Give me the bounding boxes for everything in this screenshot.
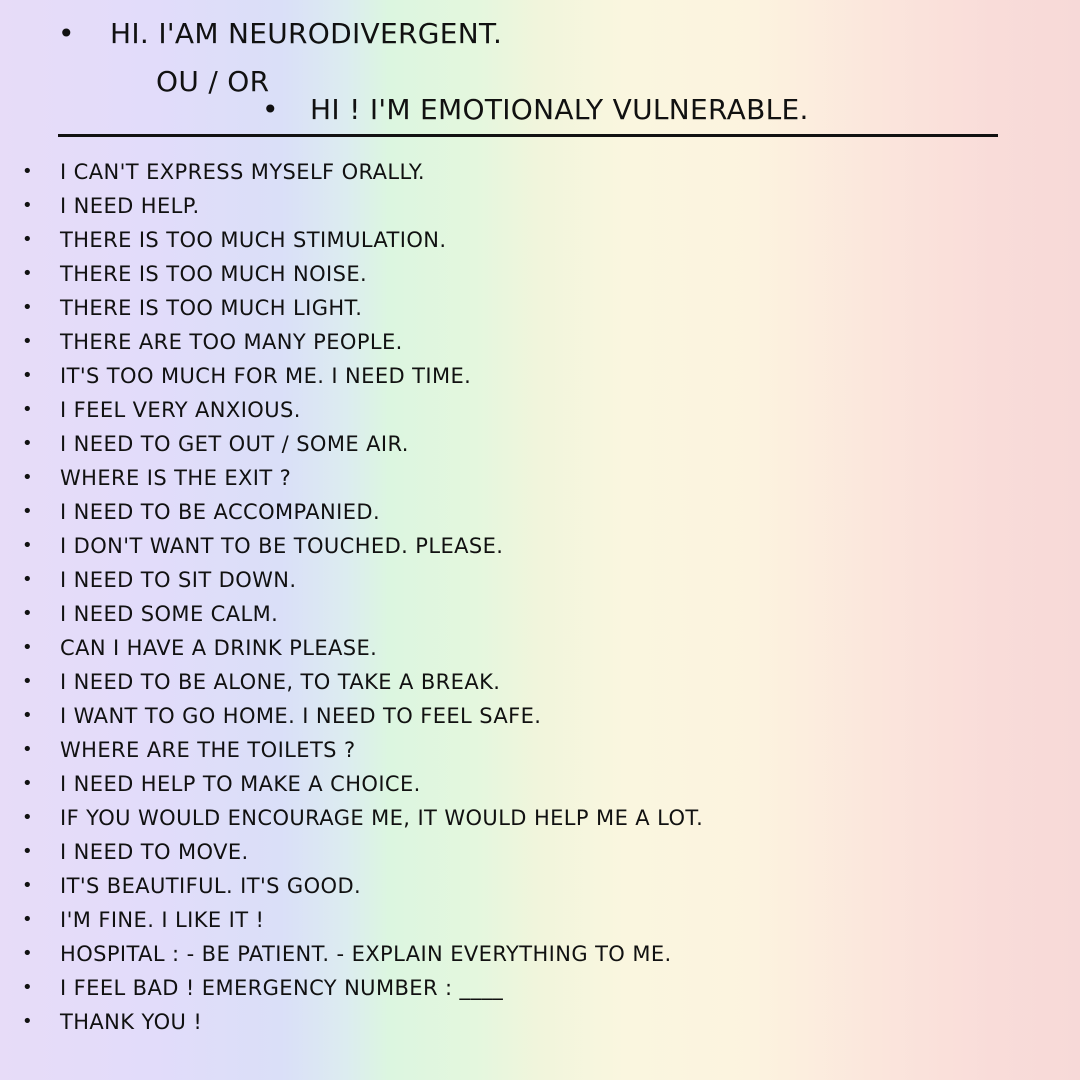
list-item <box>0 699 1080 733</box>
bullet-icon: • <box>22 195 34 216</box>
list-item <box>0 155 1080 189</box>
bullet-icon: • <box>22 807 34 828</box>
list-item-text: I FEEL VERY ANXIOUS. <box>60 398 301 422</box>
list-item <box>0 971 1080 1005</box>
list-item <box>0 733 1080 767</box>
bullet-icon: • <box>22 297 34 318</box>
bullet-icon: • <box>22 977 34 998</box>
list-item <box>0 665 1080 699</box>
list-item-text: I NEED TO BE ALONE, TO TAKE A BREAK. <box>60 670 501 694</box>
header <box>0 0 1080 140</box>
header-line-neurodivergent: HI. I'AM NEURODIVERGENT. <box>110 17 503 50</box>
bullet-icon: • <box>22 433 34 454</box>
bullet-icon: • <box>22 399 34 420</box>
list-item-text: I NEED SOME CALM. <box>60 602 279 626</box>
bullet-icon: • <box>22 229 34 250</box>
bullet-icon: • <box>22 365 34 386</box>
list-item <box>0 189 1080 223</box>
bullet-icon: • <box>22 909 34 930</box>
list-item-text: I NEED HELP TO MAKE A CHOICE. <box>60 772 421 796</box>
list-item-text: I FEEL BAD ! EMERGENCY NUMBER : ____ <box>60 976 504 1000</box>
bullet-icon: • <box>22 739 34 760</box>
list-item <box>0 495 1080 529</box>
list-item <box>0 257 1080 291</box>
list-item-text: THERE ARE TOO MANY PEOPLE. <box>60 330 403 354</box>
list-item-text: I NEED TO BE ACCOMPANIED. <box>60 500 381 524</box>
list-item-text: THERE IS TOO MUCH LIGHT. <box>60 296 363 320</box>
bullet-icon: • <box>22 705 34 726</box>
bullet-icon: • <box>22 569 34 590</box>
list-item <box>0 393 1080 427</box>
list-item-text: HOSPITAL : - BE PATIENT. - EXPLAIN EVERYTHING TO ME. <box>60 942 672 966</box>
list-item-text: I WANT TO GO HOME. I NEED TO FEEL SAFE. <box>60 704 542 728</box>
bullet-icon: • <box>22 331 34 352</box>
list-item-text: IF YOU WOULD ENCOURAGE ME, IT WOULD HELP ME A LOT. <box>60 806 704 830</box>
bullet-icon: • <box>58 17 75 50</box>
bullet-icon: • <box>22 637 34 658</box>
list-item <box>0 597 1080 631</box>
bullet-icon: • <box>22 161 34 182</box>
bullet-icon: • <box>22 773 34 794</box>
bullet-icon: • <box>22 1011 34 1032</box>
bullet-icon: • <box>22 671 34 692</box>
bullet-icon: • <box>262 93 279 126</box>
bullet-icon: • <box>22 467 34 488</box>
list-item <box>0 835 1080 869</box>
header-or-separator: OU / OR <box>156 65 270 98</box>
list-item <box>0 1005 1080 1039</box>
phrase-list <box>0 155 1080 1039</box>
bullet-icon: • <box>22 501 34 522</box>
list-item-text: CAN I HAVE A DRINK PLEASE. <box>60 636 378 660</box>
list-item-text: I'M FINE. I LIKE IT ! <box>60 908 265 932</box>
list-item-text: THERE IS TOO MUCH NOISE. <box>60 262 368 286</box>
list-item <box>0 325 1080 359</box>
header-divider <box>58 134 998 137</box>
list-item-text: THANK YOU ! <box>60 1010 203 1034</box>
bullet-icon: • <box>22 875 34 896</box>
list-item <box>0 869 1080 903</box>
list-item-text: WHERE IS THE EXIT ? <box>60 466 292 490</box>
list-item <box>0 631 1080 665</box>
list-item-text: I CAN'T EXPRESS MYSELF ORALLY. <box>60 160 425 184</box>
list-item-text: I NEED HELP. <box>60 194 200 218</box>
list-item <box>0 427 1080 461</box>
list-item <box>0 767 1080 801</box>
bullet-icon: • <box>22 943 34 964</box>
list-item <box>0 529 1080 563</box>
list-item <box>0 461 1080 495</box>
list-item-text: I NEED TO MOVE. <box>60 840 249 864</box>
list-item-text: I NEED TO SIT DOWN. <box>60 568 297 592</box>
list-item <box>0 223 1080 257</box>
list-item-text: IT'S TOO MUCH FOR ME. I NEED TIME. <box>60 364 472 388</box>
list-item-text: IT'S BEAUTIFUL. IT'S GOOD. <box>60 874 362 898</box>
list-item <box>0 563 1080 597</box>
bullet-icon: • <box>22 263 34 284</box>
list-item <box>0 801 1080 835</box>
header-line-vulnerable: HI ! I'M EMOTIONALY VULNERABLE. <box>310 93 809 126</box>
list-item-text: I DON'T WANT TO BE TOUCHED. PLEASE. <box>60 534 504 558</box>
list-item <box>0 937 1080 971</box>
list-item <box>0 903 1080 937</box>
bullet-icon: • <box>22 841 34 862</box>
list-item-text: THERE IS TOO MUCH STIMULATION. <box>60 228 447 252</box>
list-item-text: I NEED TO GET OUT / SOME AIR. <box>60 432 409 456</box>
bullet-icon: • <box>22 535 34 556</box>
bullet-icon: • <box>22 603 34 624</box>
list-item-text: WHERE ARE THE TOILETS ? <box>60 738 356 762</box>
list-item <box>0 291 1080 325</box>
list-item <box>0 359 1080 393</box>
